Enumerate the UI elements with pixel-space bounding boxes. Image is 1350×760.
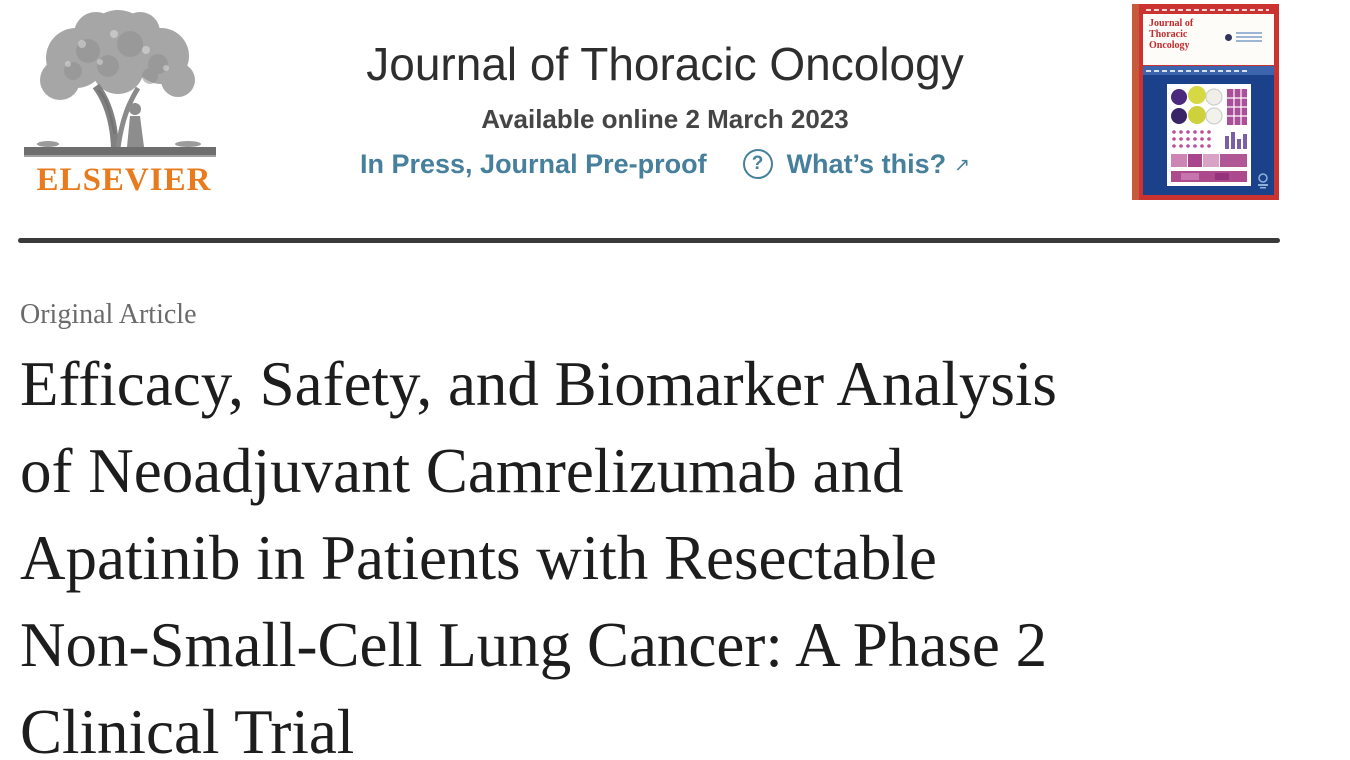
article-title-line: Efficacy, Safety, and Biomarker Analysis <box>20 349 1057 419</box>
available-online-date: Available online 2 March 2023 <box>481 103 849 134</box>
whats-this-label: What’s this? <box>786 148 947 179</box>
journal-cover-thumbnail[interactable] <box>1132 4 1279 200</box>
whats-this-link[interactable] <box>787 149 970 180</box>
question-mark-icon[interactable]: ? <box>743 149 773 179</box>
article-title-line: of Neoadjuvant Camrelizumab and <box>20 436 904 506</box>
cover-spine <box>1132 4 1139 200</box>
cover-journal-title: Journal of Thoracic Oncology <box>1149 18 1194 51</box>
elsevier-wordmark: ELSEVIER <box>36 162 212 198</box>
elsevier-logo[interactable] <box>18 6 230 197</box>
article-title <box>20 341 1057 760</box>
in-press-link[interactable]: In Press, Journal Pre-proof <box>359 148 707 179</box>
cover-masthead <box>1143 14 1274 65</box>
article-title-line: Apatinib in Patients with Resectable <box>20 523 937 593</box>
journal-title[interactable]: Journal of Thoracic Oncology <box>366 38 964 90</box>
cover-figure-panel <box>1167 84 1251 186</box>
header-divider <box>18 238 1280 243</box>
journal-header <box>340 38 990 180</box>
cover-body <box>1143 75 1274 195</box>
article-title-line: Clinical Trial <box>20 697 355 760</box>
article-title-line: Non-Small-Cell Lung Cancer: A Phase 2 <box>20 610 1048 680</box>
external-link-arrow-icon: ↗ <box>954 154 970 176</box>
article-type-label: Original Article <box>20 299 197 330</box>
cover-top-microtext <box>1146 9 1269 11</box>
cover-band-microtext <box>1146 70 1249 72</box>
status-links-row <box>340 149 990 180</box>
cover-society-logo <box>1256 173 1270 189</box>
elsevier-tree-icon <box>18 6 223 158</box>
